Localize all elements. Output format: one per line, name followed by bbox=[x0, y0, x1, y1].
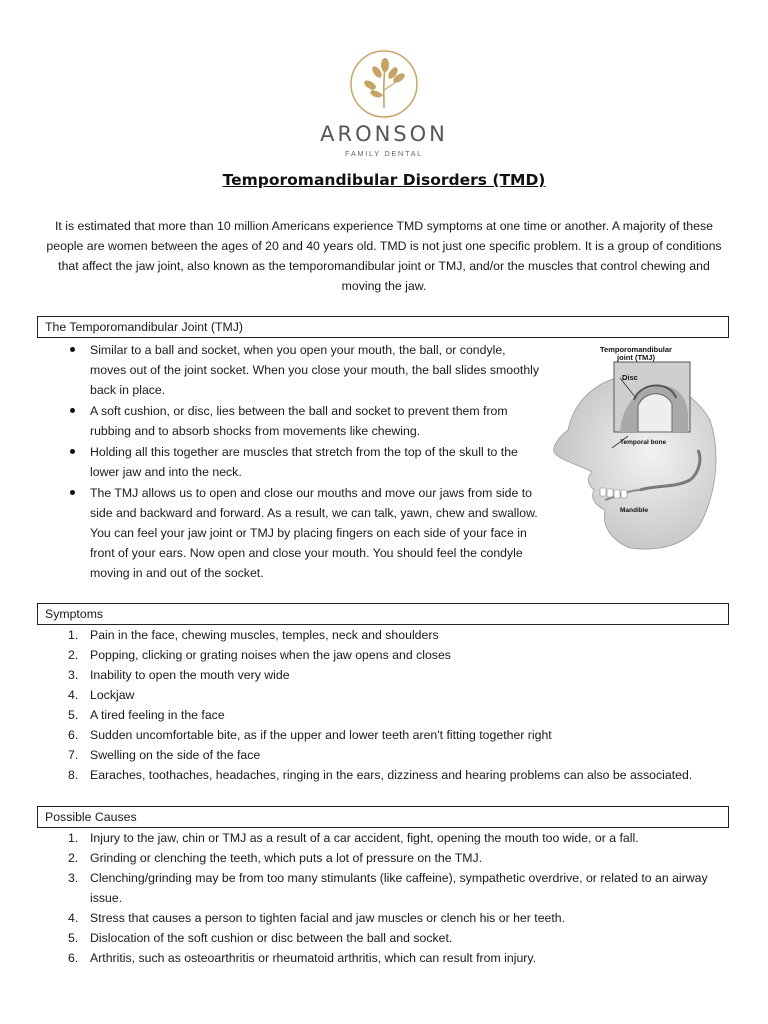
list-item: The TMJ allows us to open and close our mouths and move our jaws from side to side and backward and forward. As a result, we can talk, yawn, chew and swallow. You can feel your jaw joint or TMJ by placing fingers on each side of your face in front of your ears. Now open and close your mouth. You should feel the condyle moving in and out of the socket. bbox=[0, 483, 540, 583]
list-item: 1. Pain in the face, chewing muscles, temples, neck and shoulders bbox=[68, 628, 439, 642]
list-item: 4. Lockjaw bbox=[68, 688, 135, 702]
section-heading-tmj: The Temporomandibular Joint (TMJ) bbox=[37, 316, 729, 338]
leaf-branch-logo-icon bbox=[348, 48, 420, 120]
list-item: 1. Injury to the jaw, chin or TMJ as a result of a car accident, fight, opening the mouth too wide, or a fall. bbox=[68, 831, 639, 845]
brand-subtitle: FAMILY DENTAL bbox=[345, 149, 423, 158]
list-item: 6. Arthritis, such as osteoarthritis or rheumatoid arthritis, which can result from injury. bbox=[68, 951, 537, 965]
page-title: Temporomandibular Disorders (TMD) bbox=[222, 171, 546, 189]
list-item: 2. Popping, clicking or grating noises when the jaw opens and closes bbox=[68, 648, 451, 662]
figure-title-line1: Temporomandibular bbox=[600, 345, 672, 354]
list-item: 7. Swelling on the side of the face bbox=[68, 748, 261, 762]
figure-label-temporal-bone: Temporal bone bbox=[620, 439, 667, 446]
section-heading-causes: Possible Causes bbox=[37, 806, 729, 828]
list-item: 5. Dislocation of the soft cushion or disc between the ball and socket. bbox=[68, 931, 453, 945]
list-item: 8. Earaches, toothaches, headaches, ringing in the ears, dizziness and hearing problems can also be associated. bbox=[68, 768, 693, 782]
figure-label-mandible: Mandible bbox=[620, 507, 649, 514]
causes-list bbox=[0, 828, 730, 968]
figure-title-line2: joint (TMJ) bbox=[617, 353, 655, 362]
figure-label-disc: Disc bbox=[622, 373, 638, 382]
section-heading-symptoms: Symptoms bbox=[37, 603, 729, 625]
list-item: 5. A tired feeling in the face bbox=[68, 708, 225, 722]
list-item: Similar to a ball and socket, when you open your mouth, the ball, or condyle, moves out of the joint socket. When you close your mouth, the ball slides smoothly back in place. bbox=[0, 340, 540, 400]
list-item: 2. Grinding or clenching the teeth, which puts a lot of pressure on the TMJ. bbox=[68, 851, 483, 865]
intro-paragraph: It is estimated that more than 10 million Americans experience TMD symptoms at one time or another. A majority of these people are women between the ages of 20 and 40 years old. TMD is not just one specific problem. It is a group of conditions that affect the jaw joint, also known as the temporomandibular joint or TMJ, and/or the muscles that control chewing and moving the jaw. bbox=[46, 219, 722, 293]
list-item: 3. Clenching/grinding may be from too many stimulants (like caffeine), sympathetic overdrive, or related to an airway issue. bbox=[68, 871, 708, 905]
list-item: A soft cushion, or disc, lies between the ball and socket to prevent them from rubbing and to absorb shocks from movements like chewing. bbox=[0, 401, 540, 441]
list-item: 4. Stress that causes a person to tighten facial and jaw muscles or clench his or her teeth. bbox=[68, 911, 566, 925]
list-item: 3. Inability to open the mouth very wide bbox=[68, 668, 290, 682]
brand-name: ARONSON bbox=[320, 122, 448, 146]
symptoms-list bbox=[0, 625, 730, 785]
logo bbox=[0, 48, 768, 158]
tmj-illustration bbox=[550, 340, 720, 550]
list-item: Holding all this together are muscles that stretch from the top of the skull to the lower jaw and into the neck. bbox=[0, 442, 540, 482]
tmj-bullet-list bbox=[0, 340, 540, 584]
list-item: 6. Sudden uncomfortable bite, as if the upper and lower teeth aren't fitting together right bbox=[68, 728, 552, 742]
